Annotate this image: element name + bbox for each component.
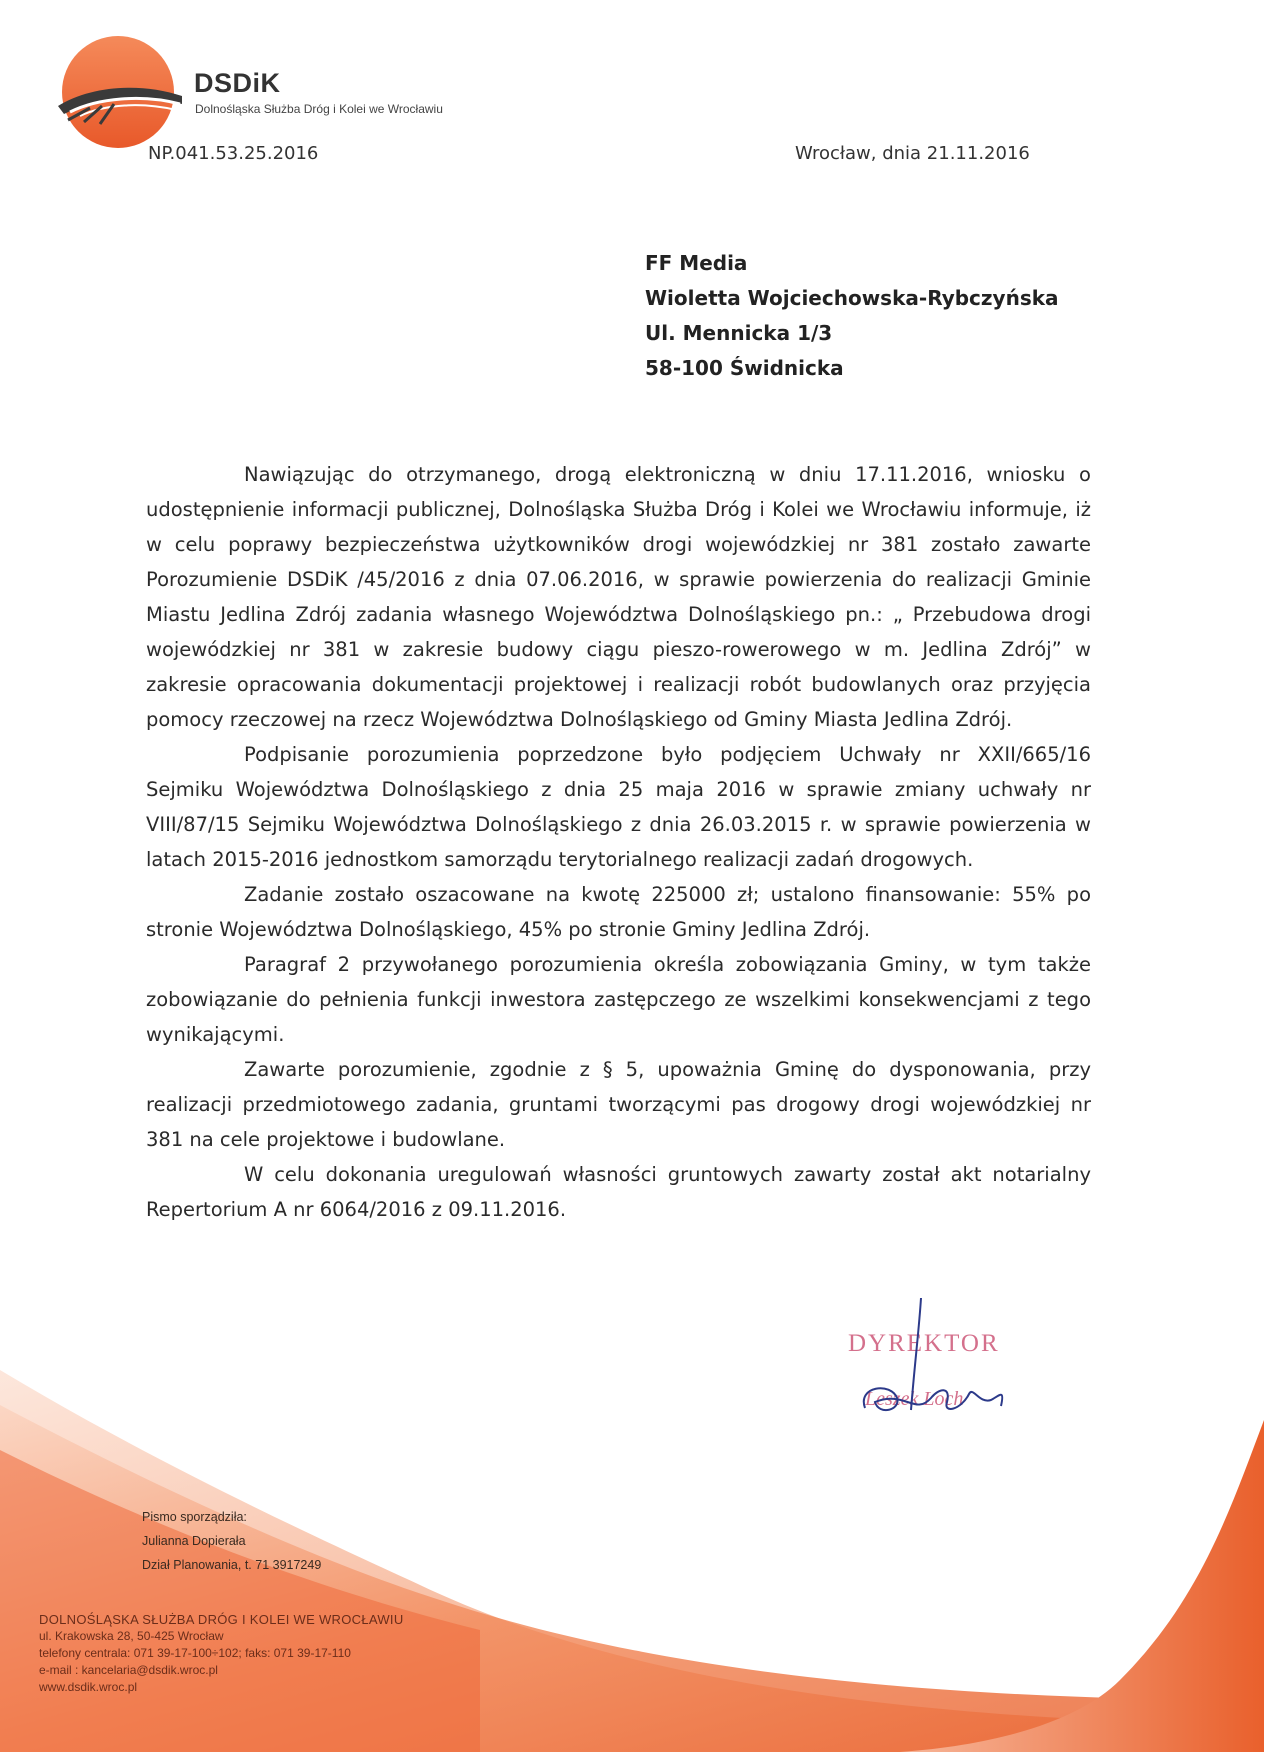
reference-number: NP.041.53.25.2016 (148, 143, 319, 164)
signature-stamp-name: Leszek Loch (865, 1388, 964, 1410)
footer-email: e-mail : kancelaria@dsdik.wroc.pl (39, 1663, 218, 1677)
body-paragraph: Podpisanie porozumienia poprzedzone było podjęciem Uchwały nr XXII/665/16 Sejmiku Województwa Dolnośląskiego z dnia 25 maja 2016 w sprawie zmiany uchwały nr VIII/87/15 Sejmiku Województwa Dolnośląskiego z dnia 26.03.2015 r. w sprawie powierzenia w latach 2015-2016 jednostkom samorządu terytorialnego realizacji zadań drogowych. (146, 743, 1091, 871)
prepared-by-department: Dział Planowania, t. 71 3917249 (142, 1558, 322, 1572)
body-paragraph: W celu dokonania uregulowań własności gruntowych zawarty został akt notarialny Repertorium A nr 6064/2016 z 09.11.2016. (146, 1163, 1091, 1221)
body-paragraph: Zadanie zostało oszacowane na kwotę 225000 zł; ustalono finansowanie: 55% po stronie Województwa Dolnośląskiego, 45% po stronie Gminy Jedlina Zdrój. (146, 883, 1091, 941)
footer-organization: DOLNOŚLĄSKA SŁUŻBA DRÓG I KOLEI WE WROCŁAWIU (39, 1612, 404, 1627)
body-paragraph: Nawiązując do otrzymanego, drogą elektroniczną w dniu 17.11.2016, wniosku o udostępnienie informacji publicznej, Dolnośląska Służba Dróg i Kolei we Wrocławiu informuje, iż w celu poprawy bezpieczeństwa użytkowników drogi wojewódzkiej nr 381 zostało zawarte Porozumienie DSDiK /45/2016 z dnia 07.06.2016, w sprawie powierzenia do realizacji Gminie Miastu Jedlina Zdrój zadania własnego Województwa Dolnośląskiego pn.: „ Przebudowa drogi wojewódzkiej nr 381 w zakresie budowy ciągu pieszo-rowerowego w m. Jedlina Zdrój” w zakresie opracowania dokumentacji projektowej i realizacji robót budowlanych oraz przyjęcia pomocy rzeczowej na rzecz Województwa Dolnośląskiego od Gminy Miasta Jedlina Zdrój. (146, 463, 1091, 731)
addressee-block (645, 246, 1059, 386)
body-paragraph: Zawarte porozumienie, zgodnie z § 5, upoważnia Gminę do dysponowania, przy realizacji przedmiotowego zadania, gruntami tworzącymi pas drogowy drogi wojewódzkiej nr 381 na cele projektowe i budowlane. (146, 1058, 1091, 1151)
footer-address: ul. Krakowska 28, 50-425 Wrocław (39, 1629, 224, 1643)
prepared-by-label: Pismo sporządziła: (142, 1510, 247, 1524)
addressee-street: Ul. Mennicka 1/3 (645, 321, 833, 345)
addressee-person: Wioletta Wojciechowska-Rybczyńska (645, 286, 1059, 310)
footer-phones: telefony centrala: 071 39-17-100÷102; faks: 071 39-17-110 (39, 1646, 351, 1660)
prepared-by-block (142, 1505, 321, 1577)
addressee-city: 58-100 Świdnicka (645, 356, 844, 380)
place-date: Wrocław, dnia 21.11.2016 (795, 143, 1030, 164)
signature-stamp-title: DYREKTOR (848, 1330, 1000, 1357)
addressee-company: FF Media (645, 251, 748, 275)
letter-body (146, 457, 1091, 1227)
footer-website: www.dsdik.wroc.pl (39, 1680, 138, 1694)
prepared-by-name: Julianna Dopierała (142, 1534, 246, 1548)
brand-subtitle: Dolnośląska Służba Dróg i Kolei we Wrocławiu (195, 102, 443, 116)
footer-contact (39, 1611, 404, 1696)
brand-name: DSDiK (194, 68, 281, 98)
dsdik-logo (50, 34, 186, 150)
body-paragraph: Paragraf 2 przywołanego porozumienia określa zobowiązania Gminy, w tym także zobowiązanie do pełnienia funkcji inwestora zastępczego ze wszelkimi konsekwencjami z tego wynikającymi. (146, 953, 1091, 1046)
